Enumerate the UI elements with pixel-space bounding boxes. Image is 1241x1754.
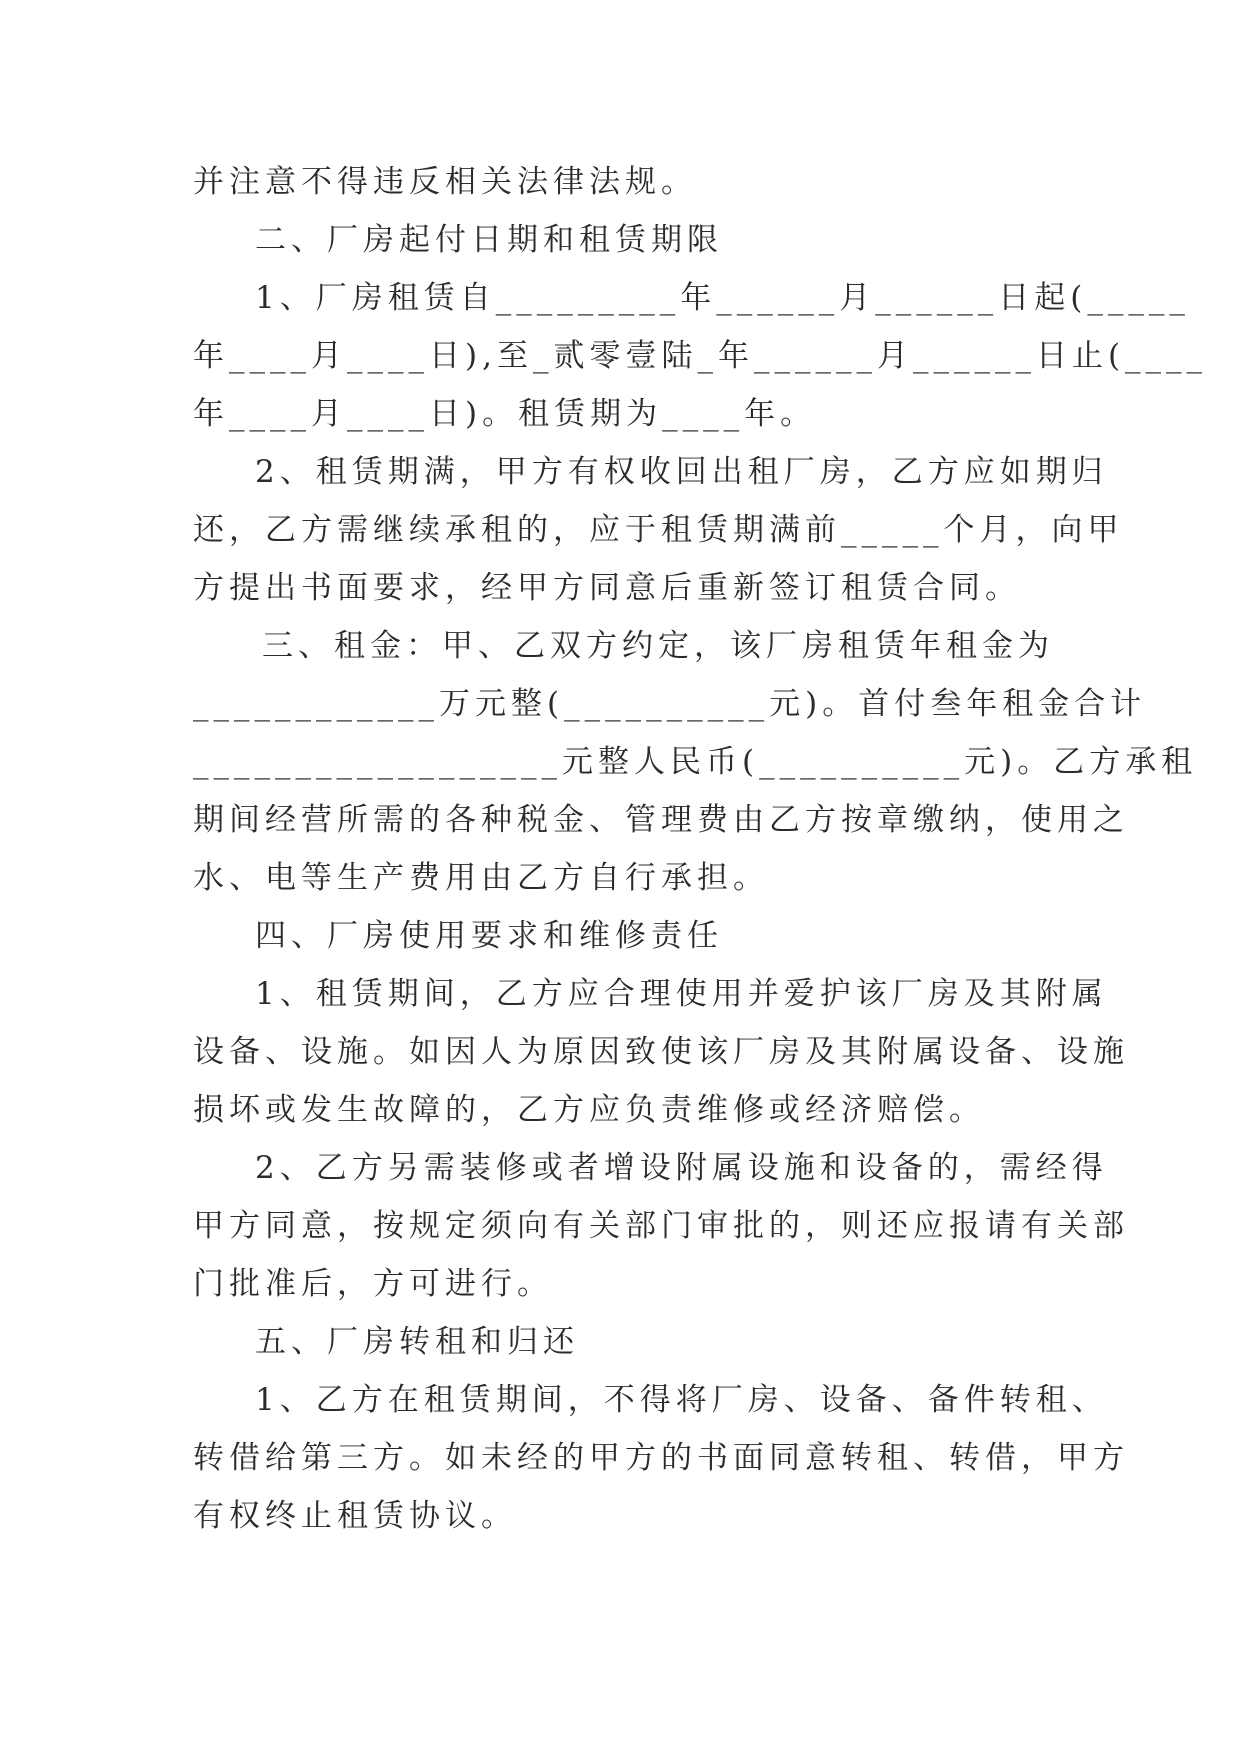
text-line: 期间经营所需的各种税金、管理费由乙方按章缴纳，使用之 [193,802,1129,838]
section-heading: 四、厂房使用要求和维修责任 [255,918,723,954]
text-line: 1、租赁期间，乙方应合理使用并爱护该厂房及其附属 [255,976,1108,1012]
section-heading: 五、厂房转租和归还 [255,1324,579,1360]
text-line: 2、乙方另需装修或者增设附属设施和设备的，需经得 [255,1150,1108,1186]
text-line: 方提出书面要求，经甲方同意后重新签订租赁合同。 [193,570,1021,606]
text-line: 设备、设施。如因人为原因致使该厂房及其附属设备、设施 [193,1034,1129,1070]
text-line: 损坏或发生故障的，乙方应负责维修或经济赔偿。 [193,1092,985,1128]
text-line: 转借给第三方。如未经的甲方的书面同意转租、转借，甲方 [193,1440,1129,1476]
text-line: 2、租赁期满，甲方有权收回出租厂房，乙方应如期归 [255,454,1108,490]
text-line: ____________万元整(__________元)。首付叁年租金合计 [193,686,1147,722]
text-line: 还，乙方需继续承租的，应于租赁期满前_____个月，向甲 [193,512,1124,548]
text-line: 门批准后，方可进行。 [193,1266,553,1302]
text-line: 并注意不得违反相关法律法规。 [193,164,697,200]
section-heading: 三、租金：甲、乙双方约定，该厂房租赁年租金为 [262,628,1054,664]
text-line: 有权终止租赁协议。 [193,1498,517,1534]
text-line: __________________元整人民币(__________元)。乙方承租 [193,744,1198,780]
text-line: 年____月____日),至_贰零壹陆_年______月______日止(____ [193,338,1208,374]
text-line: 年____月____日)。租赁期为____年。 [193,396,817,432]
text-line: 1、乙方在租赁期间，不得将厂房、设备、备件转租、 [255,1382,1108,1418]
text-line: 甲方同意，按规定须向有关部门审批的，则还应报请有关部 [193,1208,1129,1244]
text-line: 水、电等生产费用由乙方自行承担。 [193,860,769,896]
text-line: 1、厂房租赁自_________年______月______日起(_____ [255,280,1190,316]
section-heading: 二、厂房起付日期和租赁期限 [255,222,723,258]
